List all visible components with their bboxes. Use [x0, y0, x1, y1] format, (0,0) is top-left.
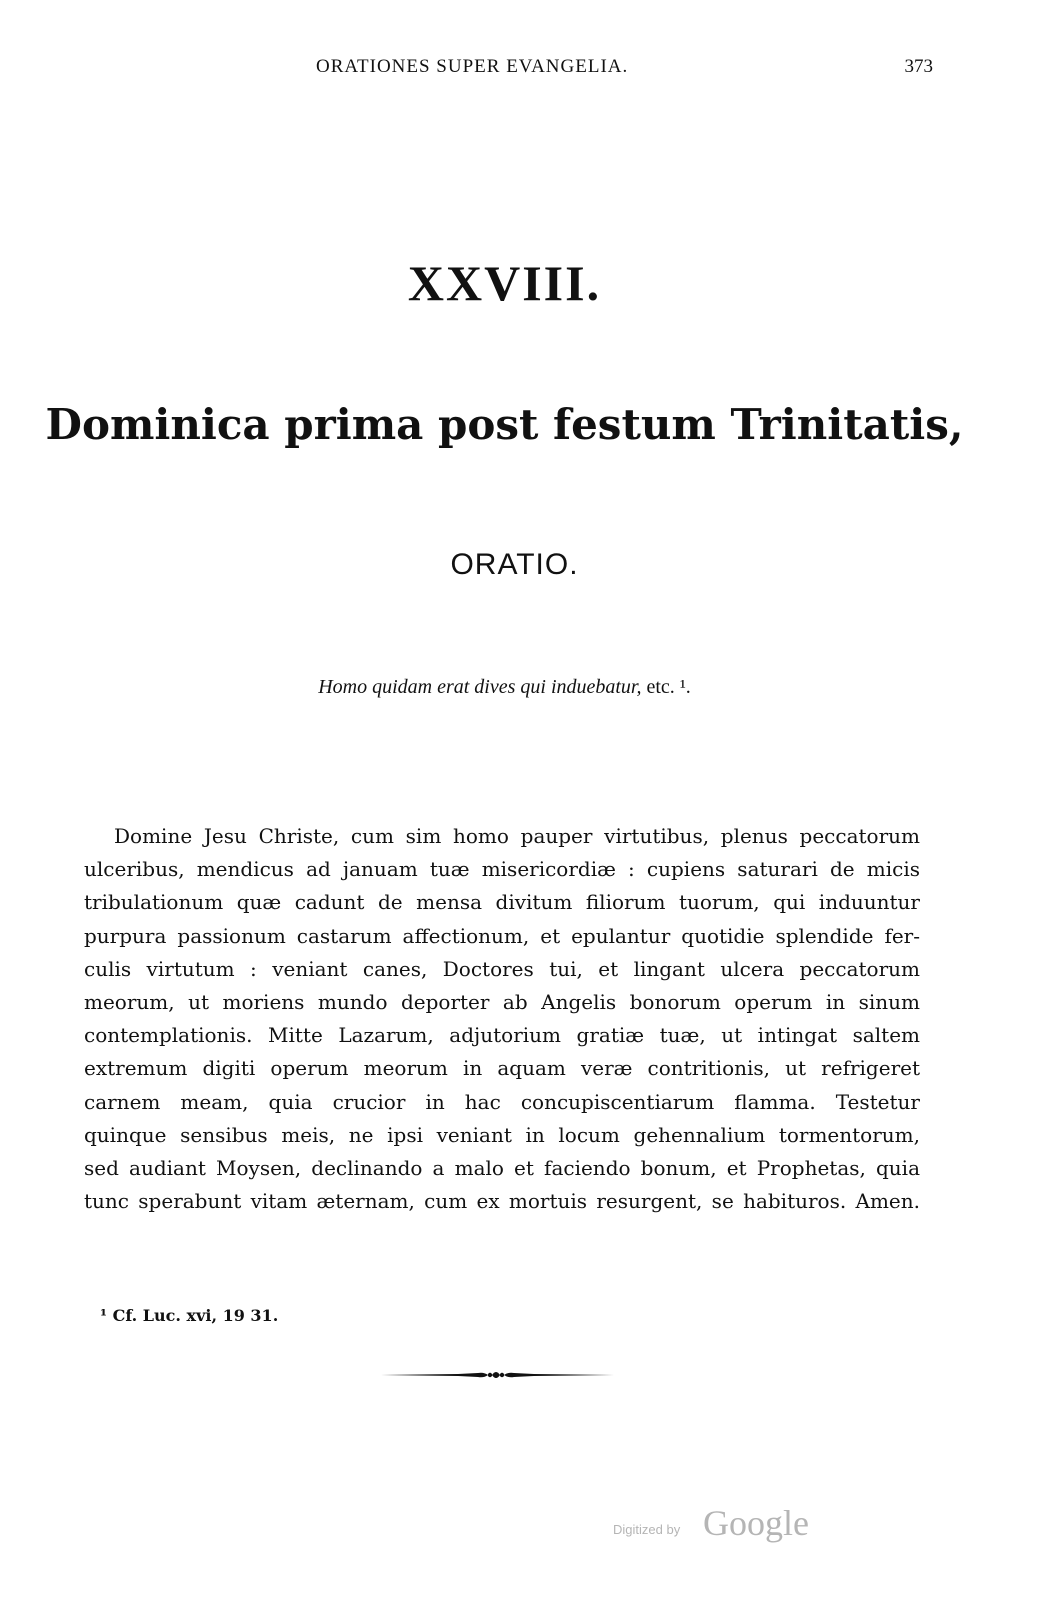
body-line: quinque sensibus meis, ne ipsi veniant in locum gehennalium tormentorum,	[84, 1122, 920, 1147]
body-line: ulceribus, mendicus ad januam tuæ misericordiæ : cupiens saturari de micis	[84, 857, 920, 882]
watermark-brand: Google	[703, 1503, 809, 1543]
ornament-divider	[378, 1368, 614, 1382]
chapter-number: XXVIII.	[407, 255, 602, 311]
body-line: Domine Jesu Christe, cum sim homo pauper virtutibus, plenus peccatorum	[114, 824, 920, 848]
prayer-body	[84, 820, 920, 1218]
watermark-prefix: Digitized by	[613, 1522, 681, 1537]
body-line: meorum, ut moriens mundo deporter ab Angelis bonorum operum in sinum	[84, 990, 920, 1015]
running-head: ORATIONES SUPER EVANGELIA.	[316, 56, 629, 77]
oratio-heading: ORATIO.	[450, 548, 579, 581]
body-line: extremum digiti operum meorum in aquam veræ contritionis, ut refrigeret	[84, 1056, 920, 1081]
section-title: Dominica prima post festum Trinitatis,	[45, 400, 964, 449]
incipit-etc: etc.	[646, 676, 675, 698]
body-line: contemplationis. Mitte Lazarum, adjutorium gratiæ tuæ, ut intingat saltem	[84, 1023, 920, 1048]
body-line: purpura passionum castarum affectionum, et epulantur quotidie splendide fer-	[84, 923, 920, 948]
page-number: 373	[904, 56, 933, 77]
footnote-mark: ¹.	[679, 676, 691, 698]
incipit-text: Homo quidam erat dives qui induebatur,	[318, 676, 642, 698]
body-line: culis virtutum : veniant canes, Doctores tui, et lingant ulcera peccatorum	[84, 956, 920, 981]
body-line: sed audiant Moysen, declinando a malo et faciendo bonum, et Prophetas, quia	[84, 1156, 920, 1181]
digitized-watermark	[613, 1502, 853, 1552]
body-line: carnem meam, quia crucior in hac concupiscentiarum flamma. Testetur	[84, 1089, 920, 1114]
incipit	[0, 676, 1009, 699]
body-line: tunc sperabunt vitam æternam, cum ex mortuis resurgent, se habituros. Amen.	[84, 1189, 920, 1214]
body-line: tribulationum quæ cadunt de mensa divitum filiorum tuorum, qui induuntur	[84, 890, 920, 915]
footnote: ¹ Cf. Luc. xvi, 19 31.	[100, 1306, 279, 1325]
